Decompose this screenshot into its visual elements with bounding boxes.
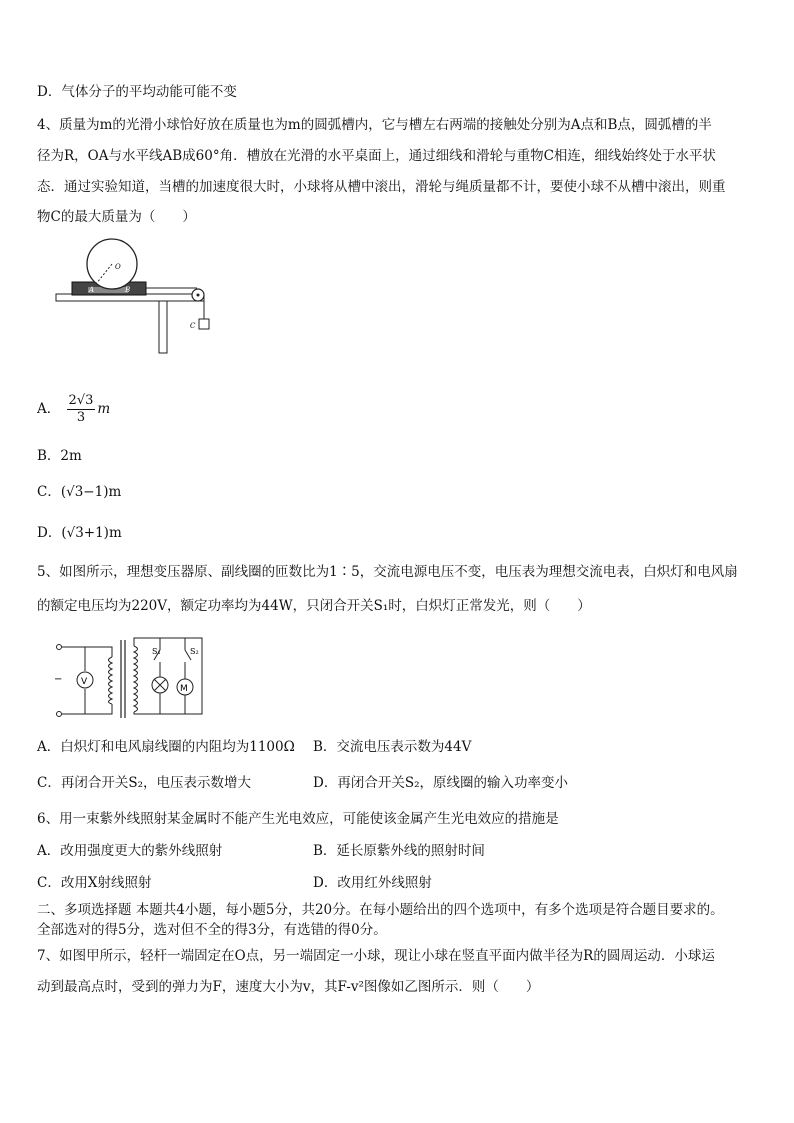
q4-option-b: B．2m — [37, 448, 82, 464]
q5-circuit-figure — [42, 632, 212, 720]
q6-option-a: A．改用强度更大的紫外线照射 — [37, 843, 223, 859]
q5-source-minus-sign: − — [54, 674, 63, 685]
q4-option-a-numerator: 2√3 — [68, 393, 94, 408]
q4-option-a-denominator: 3 — [76, 410, 86, 425]
q5-switch-s1-label: S₁ — [152, 647, 161, 656]
q4-stem-line1: 4、质量为m的光滑小球恰好放在质量也为m的圆弧槽内，它与槽左右两端的接触处分别为A点和B点，圆弧槽的半 — [37, 117, 712, 133]
q5-motor-label: M — [180, 684, 188, 694]
q4-stem-line4: 物C的最大质量为（ ） — [37, 209, 196, 225]
q5-option-a: A．白炽灯和电风扇线圈的内阻均为1100Ω — [37, 739, 295, 755]
q7-stem-line1: 7、如图甲所示，轻杆一端固定在O点，另一端固定一小球，现让小球在竖直平面内做半径为R的圆周运动．小球运 — [37, 948, 715, 964]
q4-option-a-fraction — [67, 393, 96, 426]
q4-label-a: A — [89, 286, 95, 294]
q5-switch-s2-label: S₂ — [190, 647, 199, 656]
q6-stem: 6、用一束紫外线照射某金属时不能产生光电效应，可能使该金属产生光电效应的措施是 — [37, 811, 559, 827]
q5-stem-line2: 的额定电压均为220V，额定功率均为44W，只闭合开关S₁时，白炽灯正常发光，则（ ） — [37, 598, 591, 614]
q6-option-b: B．延长原紫外线的照射时间 — [313, 843, 485, 859]
q6-option-d: D．改用红外线照射 — [313, 875, 432, 891]
section2-heading-line2: 全部选对的得5分，选对但不全的得3分，有选错的得0分。 — [37, 922, 387, 938]
q5-option-b: B．交流电压表示数为44V — [313, 739, 472, 755]
q5-circuit-svg — [42, 632, 212, 720]
q4-figure — [52, 234, 222, 358]
q7-stem-line2: 动到最高点时，受到的弹力为F，速度大小为v，其F-v²图像如乙图所示．则（ ） — [37, 979, 540, 995]
q4-option-a — [37, 392, 110, 426]
q4-stem-line2: 径为R，OA与水平线AB成60°角．槽放在光滑的水平桌面上，通过细线和滑轮与重物C相连，细线始终处于水平状 — [37, 148, 716, 164]
q4-option-d: D．(√3+1)m — [37, 525, 122, 541]
q4-label-c: C — [190, 322, 196, 330]
q4-label-b: B — [125, 286, 131, 294]
q4-label-o: O — [115, 263, 121, 271]
q4-option-a-suffix: m — [97, 401, 111, 417]
q5-stem-line1: 5、如图所示，理想变压器原、副线圈的匝数比为1∶5，交流电源电压不变，电压表为理想交流电表，白炽灯和电风扇 — [37, 564, 738, 580]
q4-figure-svg — [52, 234, 222, 358]
q4-option-a-prefix: A． — [37, 401, 61, 417]
q4-stem-line3: 态．通过实验知道，当槽的加速度很大时，小球将从槽中滚出，滑轮与绳质量都不计，要使小球不从槽中滚出，则重 — [37, 179, 726, 195]
q6-option-c: C．改用X射线照射 — [37, 875, 152, 891]
q5-voltmeter-label: V — [81, 677, 88, 687]
q5-option-c: C．再闭合开关S₂，电压表示数增大 — [37, 775, 251, 791]
q3-option-d: D．气体分子的平均动能可能不变 — [37, 84, 237, 100]
q4-option-c: C．(√3−1)m — [37, 484, 122, 500]
q5-option-d: D．再闭合开关S₂，原线圈的输入功率变小 — [313, 775, 568, 791]
section2-heading-line1: 二、多项选择题 本题共4小题，每小题5分，共20分。在每小题给出的四个选项中，有多个选项是符合题目要求的。 — [37, 902, 724, 918]
